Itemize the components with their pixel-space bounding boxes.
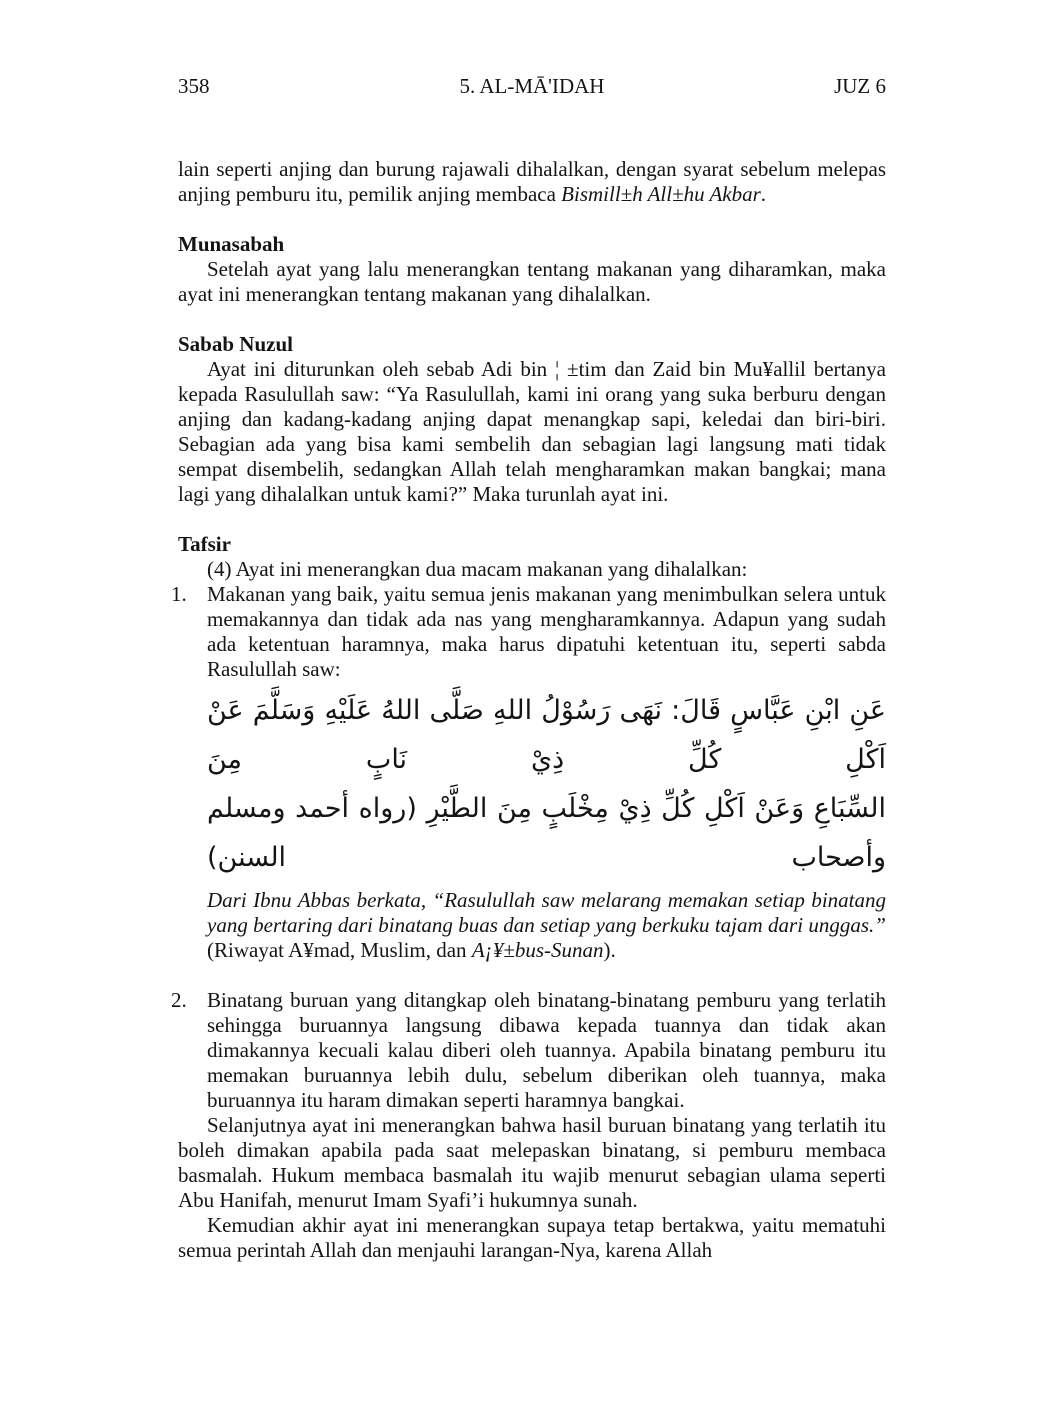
list-item-text: Binatang buruan yang ditangkap oleh binatang-binatang pemburu yang terlatih sehingga buruannya langsung dibawa kepada tuannya dan tidak akan dimakannya kecuali kalau diberi oleh tuannya. Apabila binatang pemburu itu memakan buruannya lebih dulu, sebelum diberikan oleh tuannya, maka buruannya itu haram dimakan seperti haramnya bangkai. [207, 988, 886, 1112]
document-page [171, 70, 886, 1263]
translation-mid: (Riwayat A¥mad, Muslim, dan [207, 938, 472, 962]
tafsir-lead: (4) Ayat ini menerangkan dua macam makanan yang dihalalkan: [207, 557, 748, 581]
intro-paragraph [178, 157, 886, 207]
list-item-1 [171, 582, 886, 682]
translation-end: ). [603, 938, 616, 962]
sabab-nuzul-heading: Sabab Nuzul [178, 332, 293, 356]
translation-italic-source: A¡¥±bus-Sunan [471, 938, 604, 962]
munasabah-heading: Munasabah [178, 232, 285, 256]
tafsir-paragraph-3: Kemudian akhir ayat ini menerangkan supaya tetap bertakwa, yaitu mematuhi semua perintah Allah dan menjauhi larangan-Nya, karena Allah [178, 1213, 886, 1262]
list-number: 1. [171, 582, 187, 606]
munasabah-paragraph: Setelah ayat yang lalu menerangkan tentang makanan yang diharamkan, maka ayat ini menerangkan tentang makanan yang dihalalkan. [178, 257, 886, 306]
translation-italic: Dari Ibnu Abbas berkata, “Rasulullah saw melarang memakan setiap binatang yang bertaring dari binatang buas dan setiap yang berkuku tajam dari unggas.” [207, 888, 886, 937]
intro-end: . [760, 182, 767, 206]
tafsir-heading: Tafsir [178, 532, 231, 556]
arabic-hadith [178, 686, 886, 882]
hadith-translation [178, 888, 886, 963]
page-number: 358 [178, 74, 210, 98]
list-item-2 [171, 988, 886, 1113]
intro-text: lain seperti anjing dan burung rajawali dihalalkan, dengan syarat sebelum melepas anjing pemburu itu, pemilik anjing membaca [178, 157, 886, 206]
list-number: 2. [171, 988, 187, 1012]
list-item-text: Makanan yang baik, yaitu semua jenis makanan yang menimbulkan selera untuk memakannya dan tidak ada nas yang mengharamkannya. Adapun yang sudah ada ketentuan haramnya, maka harus dipatuhi ketentuan itu, seperti sabda Rasulullah saw: [207, 582, 886, 681]
arabic-line-2: السِّبَاعِ وَعَنْ اَكْلِ كُلِّ ذِيْ مِخْلَبٍ مِنَ الطَّيْرِ (رواه أحمد ومسلم وأصحاب السنن) [207, 793, 886, 873]
sabab-nuzul-paragraph: Ayat ini diturunkan oleh sebab Adi bin ¦ ±tim dan Zaid bin Mu¥allil bertanya kepada Rasulullah saw: “Ya Rasulullah, kami ini orang yang suka berburu dengan anjing dan kadang-kadang anjing dapat menangkap sapi, keledai dan biri-biri. Sebagian ada yang bisa kami sembelih dan sebagian lagi langsung mati tidak sempat disembelih, sedangkan Allah telah mengharamkan makan bangkai; mana lagi yang dihalalkan untuk kami?” Maka turunlah ayat ini. [178, 357, 886, 506]
intro-italic: Bismill±h All±hu Akbar [561, 182, 761, 206]
arabic-line-1: عَنِ ابْنِ عَبَّاسٍ قَالَ: نَهَى رَسُوْلُ اللهِ صَلَّى اللهُ عَلَيْهِ وَسَلَّمَ عَنْ اَكْلِ كُلِّ ذِيْ نَابٍ مِنَ [207, 695, 886, 775]
juz-label: JUZ 6 [834, 74, 886, 98]
tafsir-paragraph-2: Selanjutnya ayat ini menerangkan bahwa hasil buruan binatang yang terlatih itu boleh dimakan apabila pada saat melepaskan binatang, si pemburu membaca basmalah. Hukum membaca basmalah itu wajib menurut sebagian ulama seperti Abu Hanifah, menurut Imam Syafi’i hukumnya sunah. [178, 1113, 886, 1212]
page-body [171, 157, 886, 1263]
chapter-title: 5. AL-MĀ'IDAH [459, 74, 605, 98]
running-header [178, 70, 886, 100]
